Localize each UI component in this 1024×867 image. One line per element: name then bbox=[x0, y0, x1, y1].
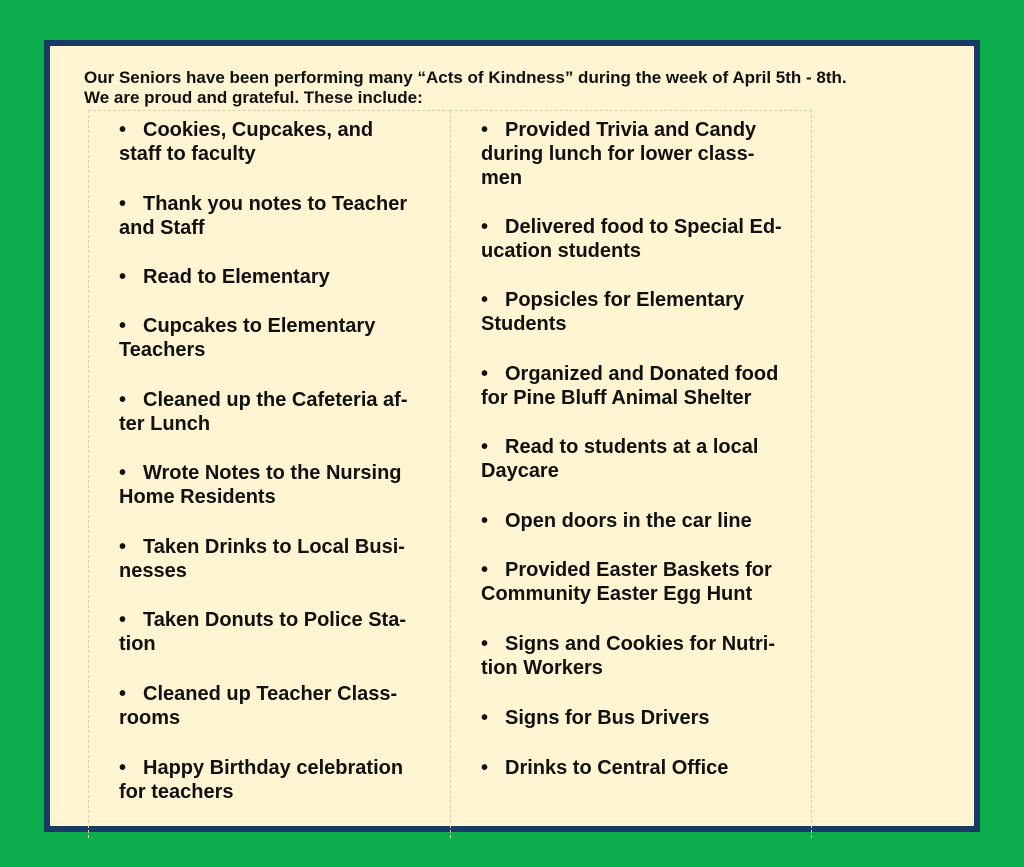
list-item-text: Wrote Notes to the Nursing bbox=[143, 462, 402, 484]
bullet-icon: • bbox=[119, 757, 127, 779]
list-item-text: Taken Donuts to Police Sta- bbox=[143, 609, 406, 631]
list-item-text: Community Easter Egg Hunt bbox=[481, 583, 753, 605]
bullet-icon: • bbox=[119, 683, 127, 705]
list-item bbox=[481, 288, 807, 336]
intro-line-1: Our Seniors have been performing many “Acts of Kindness” during the week of April 5th - 8th. bbox=[84, 68, 847, 87]
list-item bbox=[481, 632, 807, 680]
list-item-text: nesses bbox=[119, 560, 187, 582]
list-item-text: for Pine Bluff Animal Shelter bbox=[481, 387, 752, 409]
list-item-text: Provided Trivia and Candy bbox=[505, 119, 757, 141]
left-column bbox=[88, 110, 450, 838]
list-item-text: Open doors in the car line bbox=[505, 510, 752, 532]
list-item-text: rooms bbox=[119, 707, 181, 729]
list-item-text: Daycare bbox=[481, 460, 559, 482]
list-item-text: Delivered food to Special Ed- bbox=[505, 216, 782, 238]
list-item bbox=[119, 608, 445, 656]
list-item bbox=[481, 756, 807, 780]
bullet-icon: • bbox=[119, 193, 127, 215]
list-item-text: tion bbox=[119, 633, 156, 655]
list-item bbox=[119, 682, 445, 730]
list-item-text: Teachers bbox=[119, 339, 206, 361]
bullet-icon: • bbox=[119, 609, 127, 631]
list-item-text: tion Workers bbox=[481, 657, 603, 679]
bullet-icon: • bbox=[481, 119, 489, 141]
list-item-text: Happy Birthday celebration bbox=[143, 757, 404, 779]
list-item bbox=[481, 118, 807, 190]
list-item-text: ter Lunch bbox=[119, 413, 211, 435]
list-item bbox=[481, 706, 807, 730]
bullet-icon: • bbox=[481, 289, 489, 311]
list-item bbox=[481, 435, 807, 483]
flyer-panel bbox=[44, 40, 980, 832]
list-item bbox=[119, 756, 445, 804]
list-item bbox=[119, 192, 445, 240]
list-item-text: men bbox=[481, 167, 523, 189]
list-item-text: Signs for Bus Drivers bbox=[505, 707, 710, 729]
list-item-text: Taken Drinks to Local Busi- bbox=[143, 536, 405, 558]
list-item bbox=[481, 509, 807, 533]
bullet-icon: • bbox=[481, 757, 489, 779]
list-item-text: and Staff bbox=[119, 217, 205, 239]
list-item-text: Provided Easter Baskets for bbox=[505, 559, 772, 581]
bullet-icon: • bbox=[481, 633, 489, 655]
list-item bbox=[119, 461, 445, 509]
list-item bbox=[481, 215, 807, 263]
bullet-icon: • bbox=[119, 462, 127, 484]
bullet-icon: • bbox=[481, 363, 489, 385]
list-item-text: Cookies, Cupcakes, and bbox=[143, 119, 374, 141]
list-item-text: during lunch for lower class- bbox=[481, 143, 755, 165]
list-item-text: Signs and Cookies for Nutri- bbox=[505, 633, 776, 655]
bullet-icon: • bbox=[119, 536, 127, 558]
bullet-icon: • bbox=[481, 216, 489, 238]
intro-line-2: We are proud and grateful. These include: bbox=[84, 88, 423, 107]
bullet-icon: • bbox=[481, 707, 489, 729]
list-item-text: Cleaned up Teacher Class- bbox=[143, 683, 398, 705]
list-item-text: Read to students at a local bbox=[505, 436, 759, 458]
list-item-text: Read to Elementary bbox=[143, 266, 330, 288]
list-item-text: Cleaned up the Cafeteria af- bbox=[143, 389, 408, 411]
list-item bbox=[119, 535, 445, 583]
bullet-icon: • bbox=[119, 315, 127, 337]
list-item-text: staff to faculty bbox=[119, 143, 256, 165]
list-item-text: Cupcakes to Elementary bbox=[143, 315, 376, 337]
bullet-icon: • bbox=[119, 119, 127, 141]
list-item-text: Popsicles for Elementary bbox=[505, 289, 744, 311]
bullet-icon: • bbox=[119, 389, 127, 411]
list-item bbox=[119, 388, 445, 436]
list-item bbox=[119, 118, 445, 166]
list-item bbox=[119, 265, 445, 289]
bullet-icon: • bbox=[481, 436, 489, 458]
bullet-icon: • bbox=[481, 510, 489, 532]
bullet-icon: • bbox=[119, 266, 127, 288]
intro-text bbox=[84, 68, 964, 108]
list-item-text: Organized and Donated food bbox=[505, 363, 779, 385]
bullet-icon: • bbox=[481, 559, 489, 581]
list-item bbox=[481, 362, 807, 410]
list-item-text: Drinks to Central Office bbox=[505, 757, 729, 779]
list-item-text: Thank you notes to Teacher bbox=[143, 193, 408, 215]
list-item-text: Students bbox=[481, 313, 567, 335]
list-item-text: ucation students bbox=[481, 240, 642, 262]
list-item bbox=[119, 314, 445, 362]
list-item bbox=[481, 558, 807, 606]
list-item-text: for teachers bbox=[119, 781, 234, 803]
list-item-text: Home Residents bbox=[119, 486, 276, 508]
right-column bbox=[450, 110, 812, 838]
